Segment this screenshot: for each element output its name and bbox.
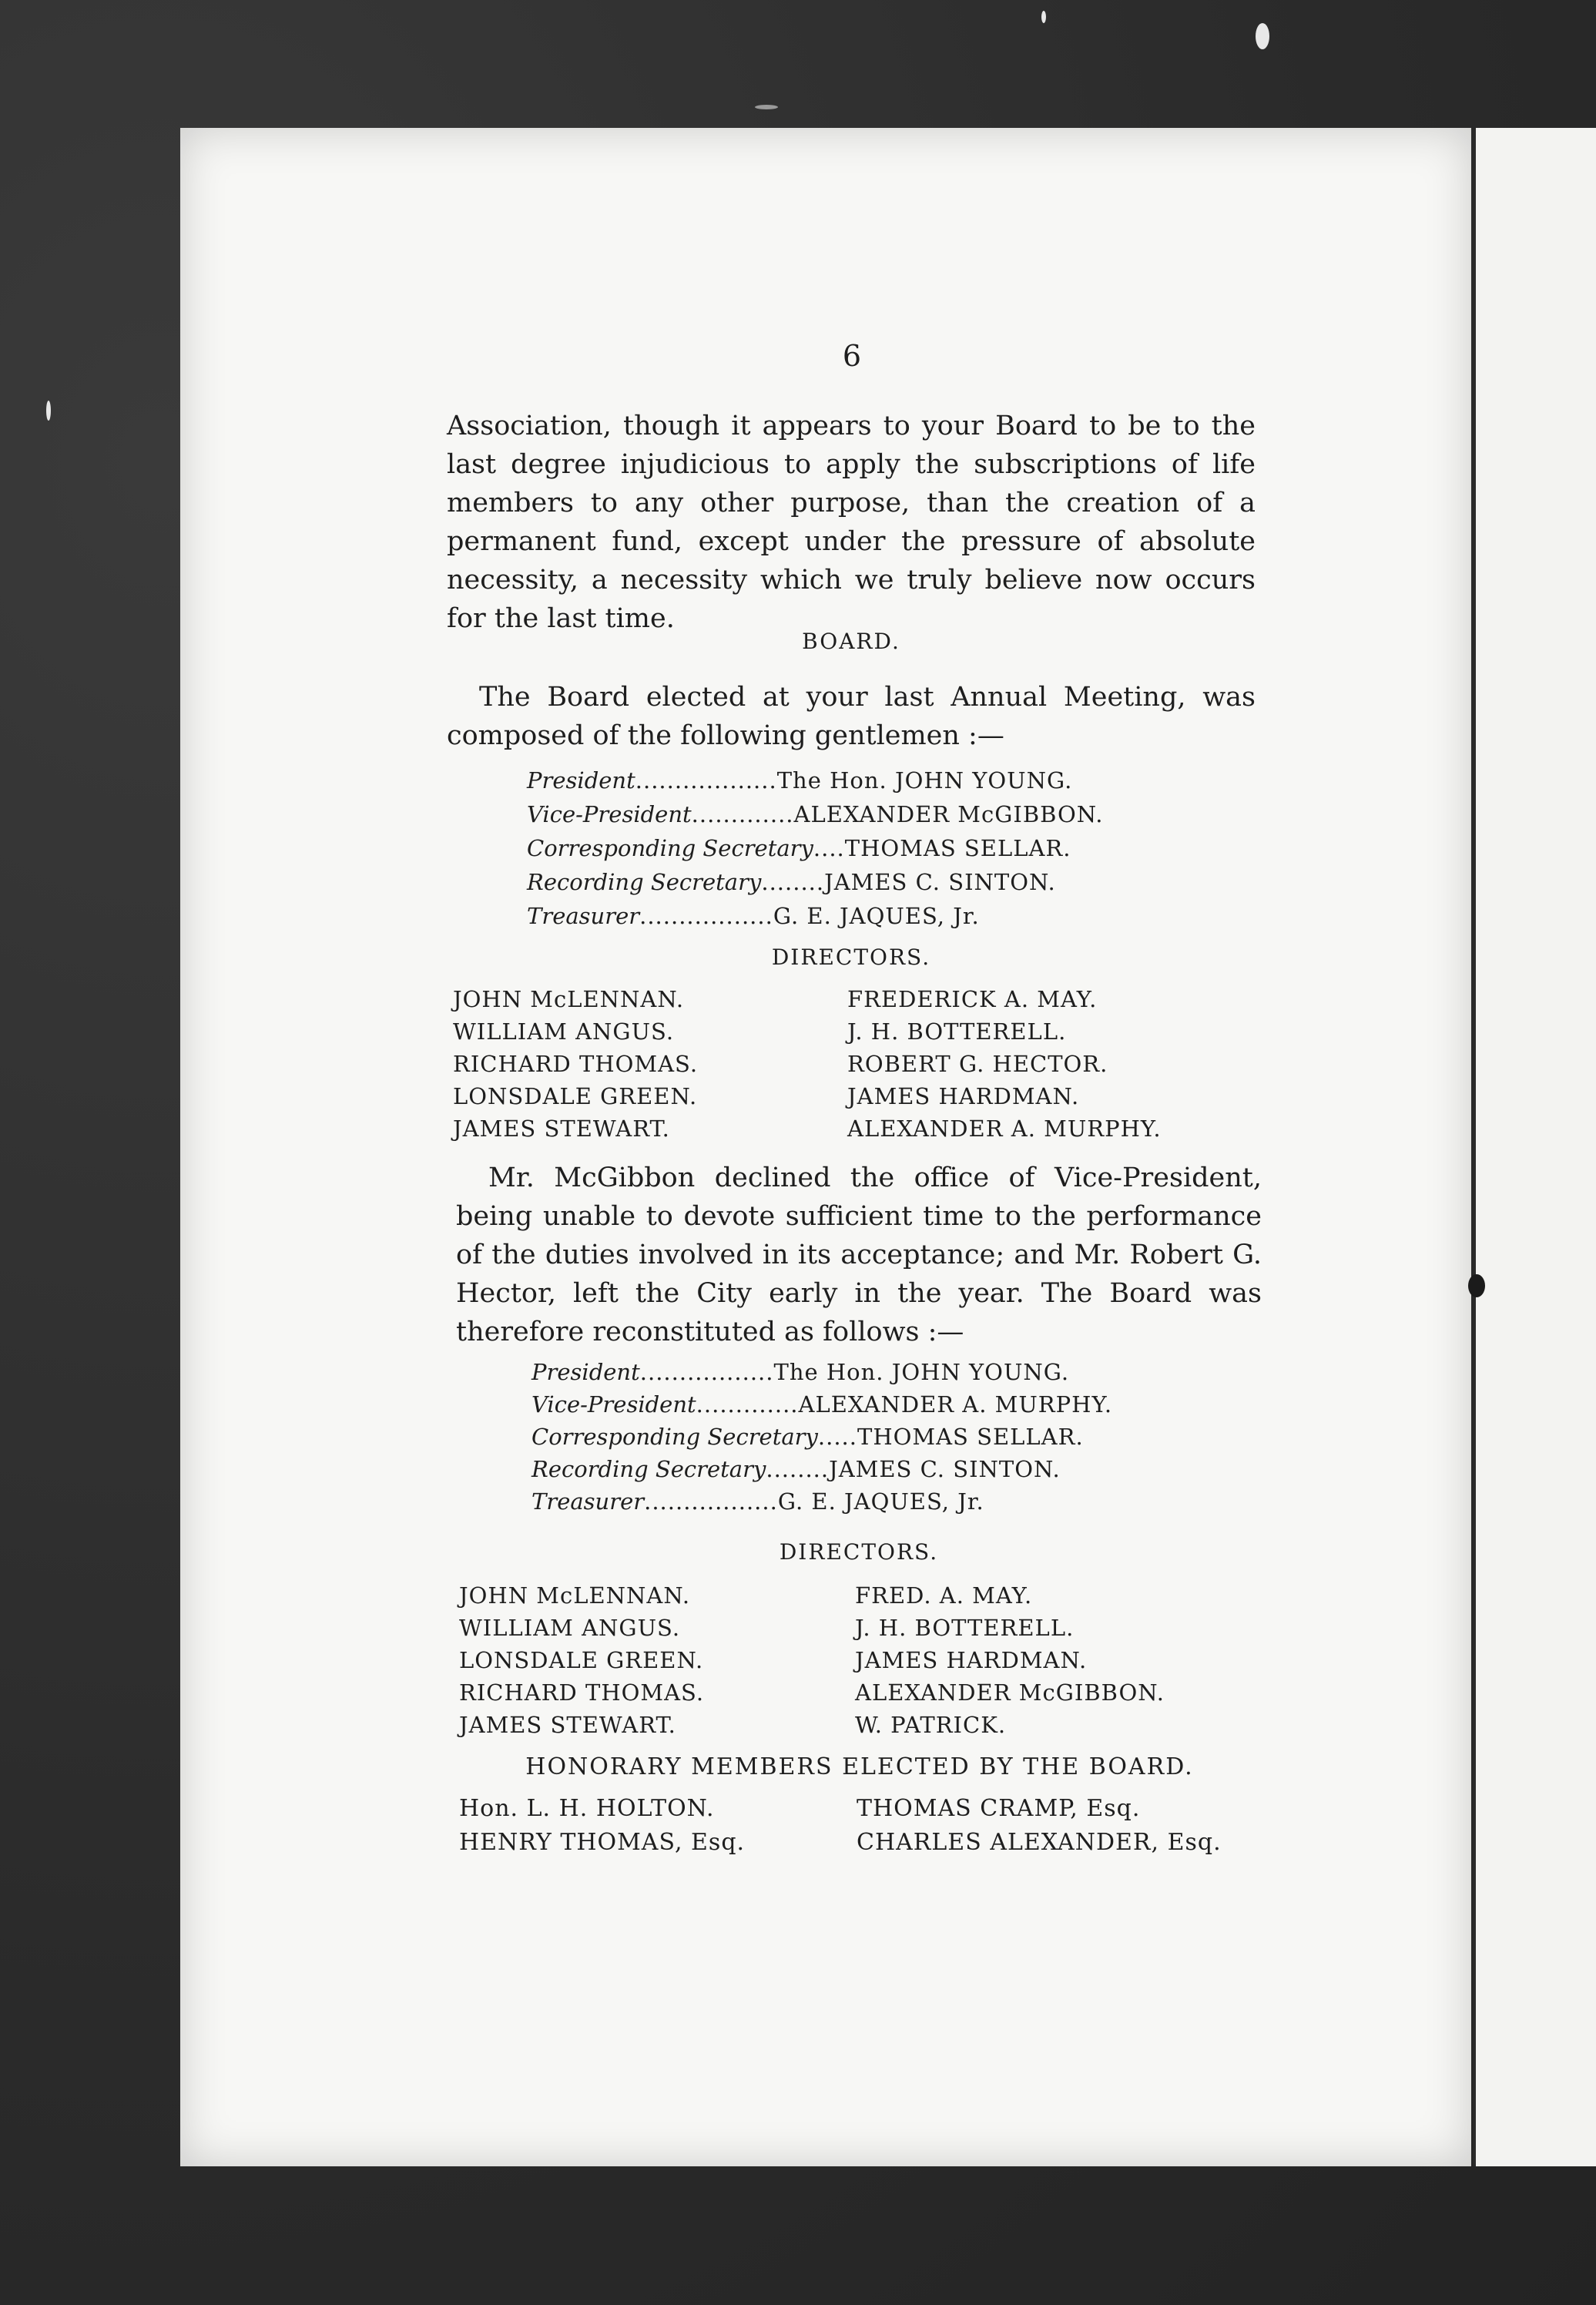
officer-role: Corresponding Secretary bbox=[527, 835, 813, 861]
officer-role: Vice-President bbox=[527, 801, 692, 827]
director-name: RICHARD THOMAS. bbox=[459, 1679, 705, 1706]
page-edge-mark bbox=[1468, 1274, 1485, 1297]
honorary-member-name: CHARLES ALEXANDER, Esq. bbox=[857, 1829, 1222, 1856]
director-name: FRED. A. MAY. bbox=[855, 1582, 1033, 1609]
honorary-members-heading: HONORARY MEMBERS ELECTED BY THE BOARD. bbox=[525, 1753, 1194, 1780]
officer-name: JAMES C. SINTON. bbox=[824, 869, 1056, 895]
officer-role: Treasurer bbox=[531, 1488, 645, 1515]
officer-name: G. E. JAQUES, Jr. bbox=[773, 903, 980, 929]
director-name: J. H. BOTTERELL. bbox=[855, 1615, 1075, 1641]
director-name: WILLIAM ANGUS. bbox=[459, 1615, 681, 1641]
officer-leader-dots: ................. bbox=[639, 903, 773, 929]
officer-name: The Hon. JOHN YOUNG. bbox=[773, 1359, 1070, 1385]
director-name: JAMES HARDMAN. bbox=[855, 1647, 1088, 1673]
officer-leader-dots: ........ bbox=[761, 869, 825, 895]
officer-role: Treasurer bbox=[527, 903, 640, 929]
officer-row bbox=[531, 1488, 984, 1515]
director-name: LONSDALE GREEN. bbox=[453, 1083, 698, 1109]
director-name: WILLIAM ANGUS. bbox=[453, 1018, 675, 1045]
film-speck bbox=[1256, 23, 1269, 49]
director-name: ALEXANDER A. MURPHY. bbox=[847, 1116, 1162, 1142]
director-name: ROBERT G. HECTOR. bbox=[847, 1051, 1108, 1077]
officer-leader-dots: ............. bbox=[696, 1391, 799, 1418]
officer-leader-dots: ................. bbox=[639, 1359, 774, 1385]
director-name: ALEXANDER McGIBBON. bbox=[855, 1679, 1165, 1706]
director-name: W. PATRICK. bbox=[855, 1712, 1007, 1738]
officer-row bbox=[531, 1456, 1061, 1482]
director-name: LONSDALE GREEN. bbox=[459, 1647, 704, 1673]
officer-row bbox=[531, 1391, 1112, 1418]
honorary-member-name: THOMAS CRAMP, Esq. bbox=[857, 1795, 1141, 1822]
director-name: JAMES STEWART. bbox=[459, 1712, 676, 1738]
directors-heading-second: DIRECTORS. bbox=[779, 1539, 939, 1565]
officer-leader-dots: ..... bbox=[817, 1424, 857, 1450]
officer-name: G. E. JAQUES, Jr. bbox=[777, 1488, 984, 1515]
director-name: J. H. BOTTERELL. bbox=[847, 1018, 1067, 1045]
officer-role: Recording Secretary bbox=[527, 869, 762, 895]
officer-role: Vice-President bbox=[531, 1391, 696, 1418]
board-heading: BOARD. bbox=[802, 629, 900, 654]
film-speck bbox=[755, 105, 778, 109]
officer-name: The Hon. JOHN YOUNG. bbox=[776, 767, 1073, 793]
officer-leader-dots: .................. bbox=[635, 767, 777, 793]
honorary-member-name: HENRY THOMAS, Esq. bbox=[459, 1829, 746, 1856]
director-name: JOHN McLENNAN. bbox=[459, 1582, 691, 1609]
officer-name: JAMES C. SINTON. bbox=[829, 1456, 1061, 1482]
officer-row bbox=[531, 1424, 1084, 1450]
officer-row bbox=[527, 767, 1072, 793]
officer-leader-dots: ........ bbox=[766, 1456, 830, 1482]
officer-leader-dots: ................. bbox=[644, 1488, 778, 1515]
honorary-member-name: Hon. L. H. HOLTON. bbox=[459, 1795, 715, 1822]
director-name: JOHN McLENNAN. bbox=[453, 986, 685, 1012]
officer-row bbox=[527, 869, 1056, 895]
officer-name: ALEXANDER A. MURPHY. bbox=[798, 1391, 1113, 1418]
director-name: FREDERICK A. MAY. bbox=[847, 986, 1098, 1012]
officer-name: THOMAS SELLAR. bbox=[857, 1424, 1084, 1450]
officer-row bbox=[527, 903, 980, 929]
officer-role: President bbox=[527, 767, 635, 793]
director-name: RICHARD THOMAS. bbox=[453, 1051, 699, 1077]
officer-row bbox=[527, 835, 1071, 861]
film-speck bbox=[1041, 11, 1046, 23]
reconstitution-paragraph: Mr. McGibbon declined the office of Vice-President, being unable to devote sufficient time to the performance of the duties involved in its acceptance; and Mr. Robert G. Hector, left the City early in the year. The Board was therefore reconstituted as follows :— bbox=[456, 1163, 1262, 1347]
directors-heading-first: DIRECTORS. bbox=[771, 944, 931, 970]
page-number: 6 bbox=[842, 339, 862, 373]
officer-role: Recording Secretary bbox=[531, 1456, 766, 1482]
officer-leader-dots: ............. bbox=[691, 801, 794, 827]
officer-row bbox=[527, 801, 1104, 827]
officer-role: President bbox=[531, 1359, 640, 1385]
film-speck bbox=[46, 401, 51, 421]
officer-name: ALEXANDER McGIBBON. bbox=[793, 801, 1104, 827]
officer-role: Corresponding Secretary bbox=[531, 1424, 818, 1450]
board-paragraph: The Board elected at your last Annual Meeting, was composed of the following gentlemen :— bbox=[447, 682, 1256, 751]
officer-leader-dots: .... bbox=[813, 835, 845, 861]
director-name: JAMES STEWART. bbox=[453, 1116, 670, 1142]
director-name: JAMES HARDMAN. bbox=[847, 1083, 1080, 1109]
intro-paragraph: Association, though it appears to your Board to be to the last degree injudicious to apply the subscriptions of life members to any other purpose, than the creation of a permanent fund, except under the pressure of absolute necessity, a necessity which we truly believe now occurs for the last time. bbox=[447, 411, 1256, 634]
officer-name: THOMAS SELLAR. bbox=[844, 835, 1071, 861]
facing-page-edge bbox=[1473, 128, 1596, 2166]
officer-row bbox=[531, 1359, 1069, 1385]
